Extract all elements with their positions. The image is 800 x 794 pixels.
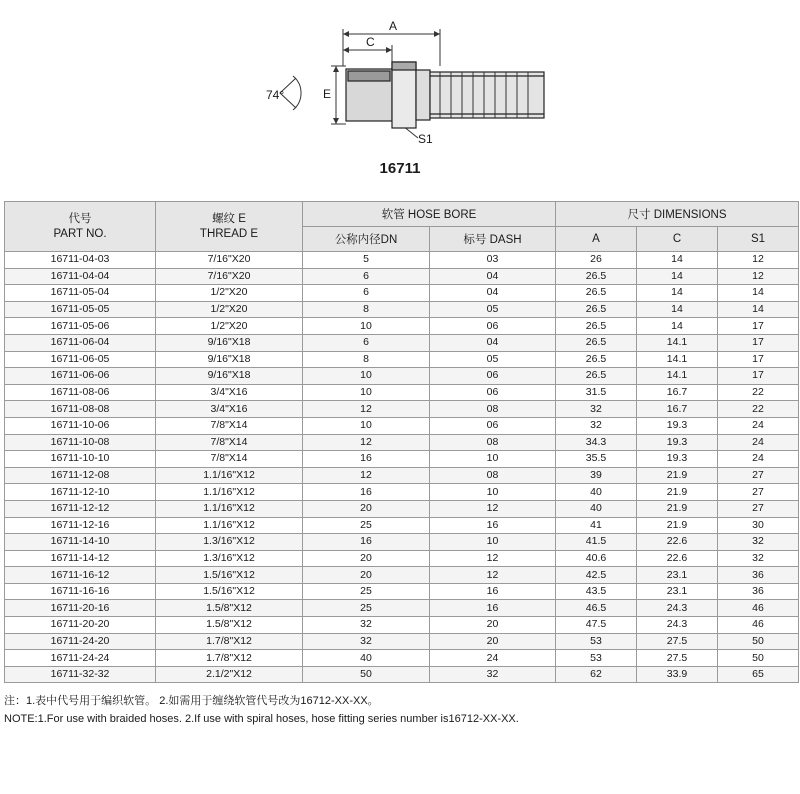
cell-dash: 10: [430, 451, 556, 468]
cell-part-no: 16711-08-06: [5, 384, 156, 401]
table-row: [5, 534, 799, 551]
cell-a: 53: [556, 650, 637, 667]
cell-c: 19.3: [637, 451, 718, 468]
cell-c: 21.9: [637, 500, 718, 517]
cell-thread: 7/8"X14: [156, 417, 303, 434]
cell-part-no: 16711-06-05: [5, 351, 156, 368]
note-cn: 注：1.表中代号用于编织软管。 2.如需用于缠绕软管代号改为16712-XX-XX。: [4, 695, 379, 707]
table-row: [5, 650, 799, 667]
dimensions-table: [4, 201, 799, 683]
cell-s1: 50: [718, 650, 799, 667]
cell-thread: 3/4"X16: [156, 384, 303, 401]
cell-a: 26.5: [556, 368, 637, 385]
header-hose-bore: 软管 HOSE BORE: [303, 202, 556, 227]
cell-s1: 17: [718, 351, 799, 368]
cell-c: 16.7: [637, 384, 718, 401]
cell-a: 32: [556, 417, 637, 434]
header-thread-cn: 螺纹 E: [212, 212, 246, 225]
table-row: [5, 451, 799, 468]
table-row: [5, 285, 799, 302]
cell-dash: 06: [430, 368, 556, 385]
header-dimensions: 尺寸 DIMENSIONS: [556, 202, 799, 227]
cell-part-no: 16711-04-03: [5, 252, 156, 269]
cell-dash: 12: [430, 550, 556, 567]
cell-dash: 20: [430, 633, 556, 650]
cell-a: 41: [556, 517, 637, 534]
cell-s1: 17: [718, 368, 799, 385]
cell-dn: 40: [303, 650, 430, 667]
cell-thread: 1.1/16"X12: [156, 500, 303, 517]
cell-thread: 1.5/16"X12: [156, 583, 303, 600]
cell-dash: 04: [430, 334, 556, 351]
cell-part-no: 16711-20-20: [5, 617, 156, 634]
cell-a: 47.5: [556, 617, 637, 634]
cell-thread: 1/2"X20: [156, 301, 303, 318]
cell-dn: 25: [303, 600, 430, 617]
table-row: [5, 617, 799, 634]
cell-s1: 36: [718, 567, 799, 584]
cell-dn: 32: [303, 617, 430, 634]
cell-a: 26.5: [556, 334, 637, 351]
cell-a: 31.5: [556, 384, 637, 401]
cell-dn: 16: [303, 484, 430, 501]
cell-a: 43.5: [556, 583, 637, 600]
cell-dn: 6: [303, 268, 430, 285]
cell-c: 14: [637, 285, 718, 302]
cell-thread: 1.7/8"X12: [156, 633, 303, 650]
cell-c: 16.7: [637, 401, 718, 418]
cell-c: 22.6: [637, 550, 718, 567]
table-row: [5, 484, 799, 501]
cell-part-no: 16711-08-08: [5, 401, 156, 418]
cell-thread: 1/2"X20: [156, 318, 303, 335]
cell-thread: 7/16"X20: [156, 268, 303, 285]
cell-part-no: 16711-24-24: [5, 650, 156, 667]
cell-dn: 20: [303, 567, 430, 584]
cell-dn: 20: [303, 550, 430, 567]
cell-dash: 06: [430, 318, 556, 335]
cell-a: 26.5: [556, 285, 637, 302]
cell-a: 41.5: [556, 534, 637, 551]
cell-a: 39: [556, 467, 637, 484]
table-row: [5, 334, 799, 351]
cell-dash: 10: [430, 484, 556, 501]
cell-dn: 50: [303, 666, 430, 683]
cell-dash: 12: [430, 500, 556, 517]
cell-a: 32: [556, 401, 637, 418]
cell-dn: 20: [303, 500, 430, 517]
cell-c: 22.6: [637, 534, 718, 551]
cell-part-no: 16711-06-06: [5, 368, 156, 385]
cell-dash: 08: [430, 467, 556, 484]
table-row: [5, 517, 799, 534]
header-part-no: [5, 202, 156, 252]
cell-part-no: 16711-24-20: [5, 633, 156, 650]
notes: [4, 692, 519, 728]
cell-dash: 06: [430, 384, 556, 401]
cell-dash: 05: [430, 351, 556, 368]
cell-a: 42.5: [556, 567, 637, 584]
cell-a: 46.5: [556, 600, 637, 617]
table-row: [5, 252, 799, 269]
table-row: [5, 600, 799, 617]
cell-part-no: 16711-10-08: [5, 434, 156, 451]
dim-e-label: E: [323, 87, 332, 101]
cell-part-no: 16711-12-10: [5, 484, 156, 501]
cell-dn: 10: [303, 318, 430, 335]
table-row: [5, 368, 799, 385]
note-en: NOTE:1.For use with braided hoses. 2.If use with spiral hoses, hose fitting series number is16712-XX-XX.: [4, 713, 519, 725]
cell-dn: 12: [303, 434, 430, 451]
cell-c: 19.3: [637, 417, 718, 434]
table-row: [5, 384, 799, 401]
table-body: [5, 252, 799, 683]
cell-part-no: 16711-10-10: [5, 451, 156, 468]
dim-s1-label: S1: [418, 132, 433, 146]
cell-a: 26: [556, 252, 637, 269]
cell-dn: 6: [303, 285, 430, 302]
cell-part-no: 16711-05-06: [5, 318, 156, 335]
cell-dn: 16: [303, 451, 430, 468]
cell-c: 14: [637, 252, 718, 269]
cell-dash: 20: [430, 617, 556, 634]
cell-part-no: 16711-12-16: [5, 517, 156, 534]
cell-a: 26.5: [556, 268, 637, 285]
table-row: [5, 318, 799, 335]
cell-thread: 9/16"X18: [156, 368, 303, 385]
cell-part-no: 16711-04-04: [5, 268, 156, 285]
header-part-no-en: PART NO.: [53, 227, 107, 240]
cell-thread: 9/16"X18: [156, 351, 303, 368]
cell-s1: 32: [718, 534, 799, 551]
cell-thread: 1.1/16"X12: [156, 467, 303, 484]
table-row: [5, 500, 799, 517]
cell-c: 14.1: [637, 334, 718, 351]
header-a: A: [556, 227, 637, 252]
cell-c: 24.3: [637, 600, 718, 617]
cell-thread: 1.5/16"X12: [156, 567, 303, 584]
cell-s1: 17: [718, 318, 799, 335]
header-dn: 公称内径DN: [303, 227, 430, 252]
cell-s1: 50: [718, 633, 799, 650]
cell-a: 40.6: [556, 550, 637, 567]
cell-a: 40: [556, 484, 637, 501]
dim-c-label: C: [366, 35, 375, 49]
cell-thread: 1/2"X20: [156, 285, 303, 302]
cell-dn: 25: [303, 517, 430, 534]
cell-dash: 16: [430, 583, 556, 600]
cell-c: 24.3: [637, 617, 718, 634]
cell-c: 23.1: [637, 567, 718, 584]
table-row: [5, 434, 799, 451]
cell-thread: 1.5/8"X12: [156, 600, 303, 617]
cell-part-no: 16711-16-12: [5, 567, 156, 584]
cell-dash: 04: [430, 285, 556, 302]
table-row: [5, 268, 799, 285]
cell-dn: 16: [303, 534, 430, 551]
cell-part-no: 16711-05-04: [5, 285, 156, 302]
cell-thread: 1.3/16"X12: [156, 550, 303, 567]
cell-c: 27.5: [637, 633, 718, 650]
cell-c: 33.9: [637, 666, 718, 683]
header-dash: 标号 DASH: [430, 227, 556, 252]
cell-part-no: 16711-12-12: [5, 500, 156, 517]
cell-s1: 12: [718, 268, 799, 285]
cell-s1: 24: [718, 417, 799, 434]
cell-thread: 1.3/16"X12: [156, 534, 303, 551]
cell-thread: 3/4"X16: [156, 401, 303, 418]
cell-c: 21.9: [637, 484, 718, 501]
cell-dash: 08: [430, 401, 556, 418]
table-row: [5, 301, 799, 318]
cell-dash: 08: [430, 434, 556, 451]
table-row: [5, 666, 799, 683]
cell-s1: 14: [718, 301, 799, 318]
cell-s1: 27: [718, 484, 799, 501]
cell-c: 23.1: [637, 583, 718, 600]
cell-dn: 10: [303, 417, 430, 434]
cell-thread: 7/16"X20: [156, 252, 303, 269]
cell-part-no: 16711-20-16: [5, 600, 156, 617]
cell-dash: 16: [430, 600, 556, 617]
cell-s1: 46: [718, 617, 799, 634]
table-row: [5, 550, 799, 567]
cell-s1: 24: [718, 434, 799, 451]
table-row: [5, 417, 799, 434]
cell-dn: 8: [303, 351, 430, 368]
cell-part-no: 16711-05-05: [5, 301, 156, 318]
cell-dash: 03: [430, 252, 556, 269]
header-s1: S1: [718, 227, 799, 252]
cell-c: 14.1: [637, 368, 718, 385]
cell-s1: 12: [718, 252, 799, 269]
cell-a: 40: [556, 500, 637, 517]
cell-dash: 24: [430, 650, 556, 667]
cell-thread: 1.7/8"X12: [156, 650, 303, 667]
cell-c: 14: [637, 268, 718, 285]
cell-dn: 32: [303, 633, 430, 650]
cell-dn: 8: [303, 301, 430, 318]
angle-label: 74°: [266, 88, 285, 102]
header-thread-en: THREAD E: [199, 227, 259, 240]
cell-thread: 1.1/16"X12: [156, 484, 303, 501]
dim-a-label: A: [389, 19, 398, 33]
cell-c: 21.9: [637, 467, 718, 484]
cell-dash: 12: [430, 567, 556, 584]
cell-s1: 30: [718, 517, 799, 534]
cell-dn: 5: [303, 252, 430, 269]
cell-dash: 05: [430, 301, 556, 318]
cell-c: 19.3: [637, 434, 718, 451]
table-row: [5, 351, 799, 368]
cell-c: 21.9: [637, 517, 718, 534]
cell-a: 26.5: [556, 318, 637, 335]
cell-dn: 25: [303, 583, 430, 600]
cell-thread: 7/8"X14: [156, 451, 303, 468]
cell-part-no: 16711-10-06: [5, 417, 156, 434]
header-thread: [156, 202, 303, 252]
cell-s1: 46: [718, 600, 799, 617]
cell-s1: 24: [718, 451, 799, 468]
cell-s1: 27: [718, 500, 799, 517]
cell-part-no: 16711-12-08: [5, 467, 156, 484]
cell-dn: 12: [303, 467, 430, 484]
cell-a: 26.5: [556, 351, 637, 368]
cell-a: 35.5: [556, 451, 637, 468]
part-series-title: 16711: [379, 160, 421, 177]
table-row: [5, 633, 799, 650]
cell-a: 62: [556, 666, 637, 683]
cell-s1: 22: [718, 384, 799, 401]
table-row: [5, 467, 799, 484]
cell-thread: 1.5/8"X12: [156, 617, 303, 634]
cell-part-no: 16711-14-12: [5, 550, 156, 567]
cell-dash: 04: [430, 268, 556, 285]
cell-dash: 16: [430, 517, 556, 534]
cell-dash: 06: [430, 417, 556, 434]
cell-part-no: 16711-14-10: [5, 534, 156, 551]
cell-dash: 32: [430, 666, 556, 683]
cell-s1: 27: [718, 467, 799, 484]
cell-dash: 10: [430, 534, 556, 551]
cell-c: 14: [637, 301, 718, 318]
cell-thread: 7/8"X14: [156, 434, 303, 451]
cell-part-no: 16711-32-32: [5, 666, 156, 683]
cell-dn: 6: [303, 334, 430, 351]
cell-dn: 10: [303, 368, 430, 385]
table-row: [5, 567, 799, 584]
cell-part-no: 16711-16-16: [5, 583, 156, 600]
cell-c: 27.5: [637, 650, 718, 667]
cell-s1: 32: [718, 550, 799, 567]
header-part-no-cn: 代号: [68, 212, 92, 225]
header-c: C: [637, 227, 718, 252]
cell-s1: 14: [718, 285, 799, 302]
cell-s1: 65: [718, 666, 799, 683]
table-row: [5, 401, 799, 418]
cell-part-no: 16711-06-04: [5, 334, 156, 351]
cell-a: 53: [556, 633, 637, 650]
cell-thread: 1.1/16"X12: [156, 517, 303, 534]
cell-c: 14: [637, 318, 718, 335]
cell-dn: 10: [303, 384, 430, 401]
cell-thread: 2.1/2"X12: [156, 666, 303, 683]
table-row: [5, 583, 799, 600]
cell-c: 14.1: [637, 351, 718, 368]
cell-s1: 36: [718, 583, 799, 600]
cell-a: 26.5: [556, 301, 637, 318]
cell-a: 34.3: [556, 434, 637, 451]
cell-dn: 12: [303, 401, 430, 418]
cell-s1: 22: [718, 401, 799, 418]
cell-thread: 9/16"X18: [156, 334, 303, 351]
cell-s1: 17: [718, 334, 799, 351]
